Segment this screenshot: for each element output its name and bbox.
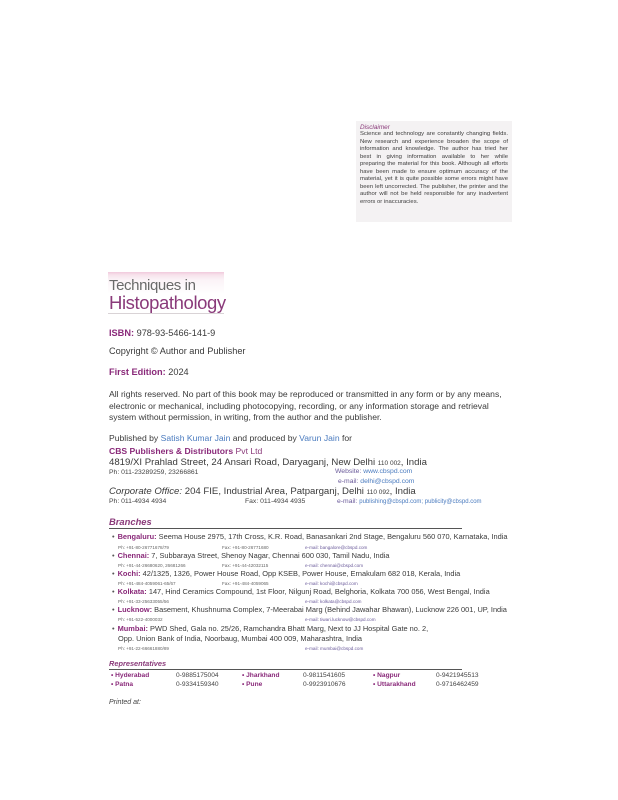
corporate-label: Corporate Office: [109,486,183,497]
disclaimer-title: Disclaimer [360,124,390,131]
printed-at: Printed at: [109,699,141,706]
corporate-office-line [109,486,416,497]
company-name-line [109,446,262,456]
published-by-line [109,433,352,443]
corporate-email-label: e-mail: [337,498,358,505]
disclaimer-box [356,121,512,222]
branch-email: e-mail: bangalore@cbspd.com [305,545,368,550]
rep-name: • Nagpur [373,672,401,679]
branch-kochi: • Kochi: 42/1325, 1326, Power House Road, Opp KSEB, Power House, Ernakulam 682 018, Kerala, India [112,569,461,578]
branch-address: PWD Shed, Gala no. 25/26, Ramchandra Bhatt Marg, Next to JJ Hospital Gate no. 2, [150,624,429,633]
rep-phone: 0-9334159340 [176,681,219,688]
rep-name: • Hyderabad [111,672,150,679]
company-website [335,468,412,475]
rep-phone: 0-9421945513 [436,672,479,679]
email-label: e-mail: [338,478,359,485]
rep-phone: 0-9811541605 [303,672,346,679]
publisher-name: Satish Kumar Jain [160,433,231,443]
branch-mumbai-address-2: Opp. Union Bank of India, Noorbaug, Mumbai 400 009, Maharashtra, India [118,634,363,643]
disclaimer-body: Science and technology are constantly changing fields. New research and experience broaden the scope of information and knowledge. The author has tried her best in giving information available to her while preparing the material for this book. Although all efforts have been made to ensure optimum accuracy of the material, yet it is quite possible some errors might have been left uncorrected. The publisher, the printer and the author will not be held responsible for any inadvertent errors or inaccuracies. [360,131,508,205]
logo-line-1: Techniques in [109,277,196,294]
company-phone: Ph: 011-23289259, 23266861 [109,469,199,476]
representatives-heading: Representatives [109,659,167,668]
company-email [338,478,414,485]
corporate-address: 204 FIE, Industrial Area, Patparganj, Delhi [184,486,364,497]
book-title-logo [108,272,224,314]
rep-name: • Pune [242,681,263,688]
branch-email: e-mail: chennai@cbspd.com [305,563,364,568]
branch-fax: Fax: +91-484-4059065 [222,581,269,586]
edition-label: First Edition: [109,367,166,377]
branch-phone: Ph: +91-522-4000032 [118,617,163,622]
branch-address: Seema House 2975, 17th Cross, K.R. Road, Banasankari 2nd Stage, Bengaluru 560 070, Karnataka, India [158,532,508,541]
rep-name: • Uttarakhand [373,681,416,688]
rep-phone: 0-9923910676 [303,681,346,688]
website-link[interactable]: www.cbspd.com [363,468,413,475]
corporate-fax: Fax: 011-4934 4935 [245,498,306,505]
branch-phone: Ph: +91-484-4059061-65/67 [118,581,176,586]
branches-heading: Branches [109,516,152,527]
isbn-value: 978-93-5466-141-9 [136,328,216,338]
corporate-email [337,498,482,505]
rep-phone: 0-9885175004 [176,672,219,679]
branch-city: Kolkata: [117,587,147,596]
rep-name: • Patna [111,681,134,688]
copyright-line: Copyright © Author and Publisher [109,346,246,356]
published-middle: and produced by [232,433,297,443]
branch-city: Kochi: [117,569,141,578]
website-label: Website: [335,468,362,475]
corporate-country: , India [389,486,416,497]
producer-name: Varun Jain [299,433,340,443]
logo-line-2: Histopathology [109,292,226,313]
branch-mumbai: • Mumbai: PWD Shed, Gala no. 25/26, Ramchandra Bhatt Marg, Next to JJ Hospital Gate no. 2, [112,624,429,633]
branch-address: 7, Subbaraya Street, Shenoy Nagar, Chennai 600 030, Tamil Nadu, India [151,551,390,560]
branch-address: 147, Hind Ceramics Compound, 1st Floor, Nilgunj Road, Belghoria, Kolkata 700 056, West Bengal, India [148,587,490,596]
email-link[interactable]: delhi@cbspd.com [360,478,415,485]
branch-fax: Fax: +91-80-26771680 [222,545,269,550]
branch-kolkata: • Kolkata: 147, Hind Ceramics Compound, 1st Floor, Nilgunj Road, Belghoria, Kolkata 700 056, West Bengal, India [112,587,490,596]
corporate-email-link[interactable]: publishing@cbspd.com; publicity@cbspd.com [359,499,482,505]
branch-chennai: • Chennai: 7, Subbaraya Street, Shenoy Nagar, Chennai 600 030, Tamil Nadu, India [112,551,390,560]
representatives-divider [109,669,462,670]
corporate-pin: 110 092 [366,489,390,496]
edition-line [109,367,189,377]
branch-email: e-mail: mumbai@cbspd.com [305,646,364,651]
branch-bengaluru: • Bengaluru: Seema House 2975, 17th Cross, K.R. Road, Banasankari 2nd Stage, Bengaluru 560 070, Karnataka, India [112,532,508,541]
published-suffix: for [342,433,353,443]
branch-phone: Ph: +91-44-26680620, 26681266 [118,563,186,568]
rep-name: • Jharkhand [242,672,280,679]
branch-email: e-mail: kochi@cbspd.com [305,581,358,586]
branch-fax: Fax: +91-44-42032115 [222,563,269,568]
rights-notice: All rights reserved. No part of this book may be reproduced or transmitted in any form or by any means, electronic or mechanical, including photocopying, recording, or any information storage and retrieval system without permission, in writing, from the author and the publisher. [109,389,502,422]
company-suffix: Pvt Ltd [235,446,263,456]
company-address [109,457,427,468]
branch-phone: Ph: +91-80-26771678/79 [118,545,169,550]
isbn-line [109,328,215,338]
branch-address: 42/1325, 1326, Power House Road, Opp KSEB, Power House, Ernakulam 682 018, Kerala, India [142,569,461,578]
branch-email: e-mail: tiwari.lucknow@cbspd.com [305,617,376,622]
branch-phone: Ph: +91-33-25633055/56 [118,599,169,604]
company-name: CBS Publishers & Distributors [109,446,234,456]
branch-phone: Ph: +91-22-66661880/89 [118,646,169,651]
branch-city: Bengaluru: [117,532,157,541]
company-country: , India [400,457,427,468]
branch-address: Basement, Khushnuma Complex, 7-Meerabai Marg (Behind Jawahar Bhawan), Lucknow 226 001, UP, India [154,605,507,614]
edition-value: 2024 [168,367,189,377]
branches-divider [109,528,462,529]
branch-city: Mumbai: [117,624,148,633]
company-street: 4819/XI Prahlad Street, 24 Ansari Road, Daryaganj, New Delhi [109,457,376,468]
rep-phone: 0-9716462459 [436,681,479,688]
isbn-label: ISBN: [109,328,135,338]
branch-city: Chennai: [117,551,150,560]
branch-email: e-mail: kolkata@cbspd.com [305,599,362,604]
company-pin: 110 002 [377,460,401,467]
branch-city: Lucknow: [117,605,153,614]
published-prefix: Published by [109,433,159,443]
corporate-phone: Ph: 011-4934 4934 [109,498,167,505]
branch-lucknow: • Lucknow: Basement, Khushnuma Complex, 7-Meerabai Marg (Behind Jawahar Bhawan), Lucknow 226 001, UP, India [112,605,507,614]
